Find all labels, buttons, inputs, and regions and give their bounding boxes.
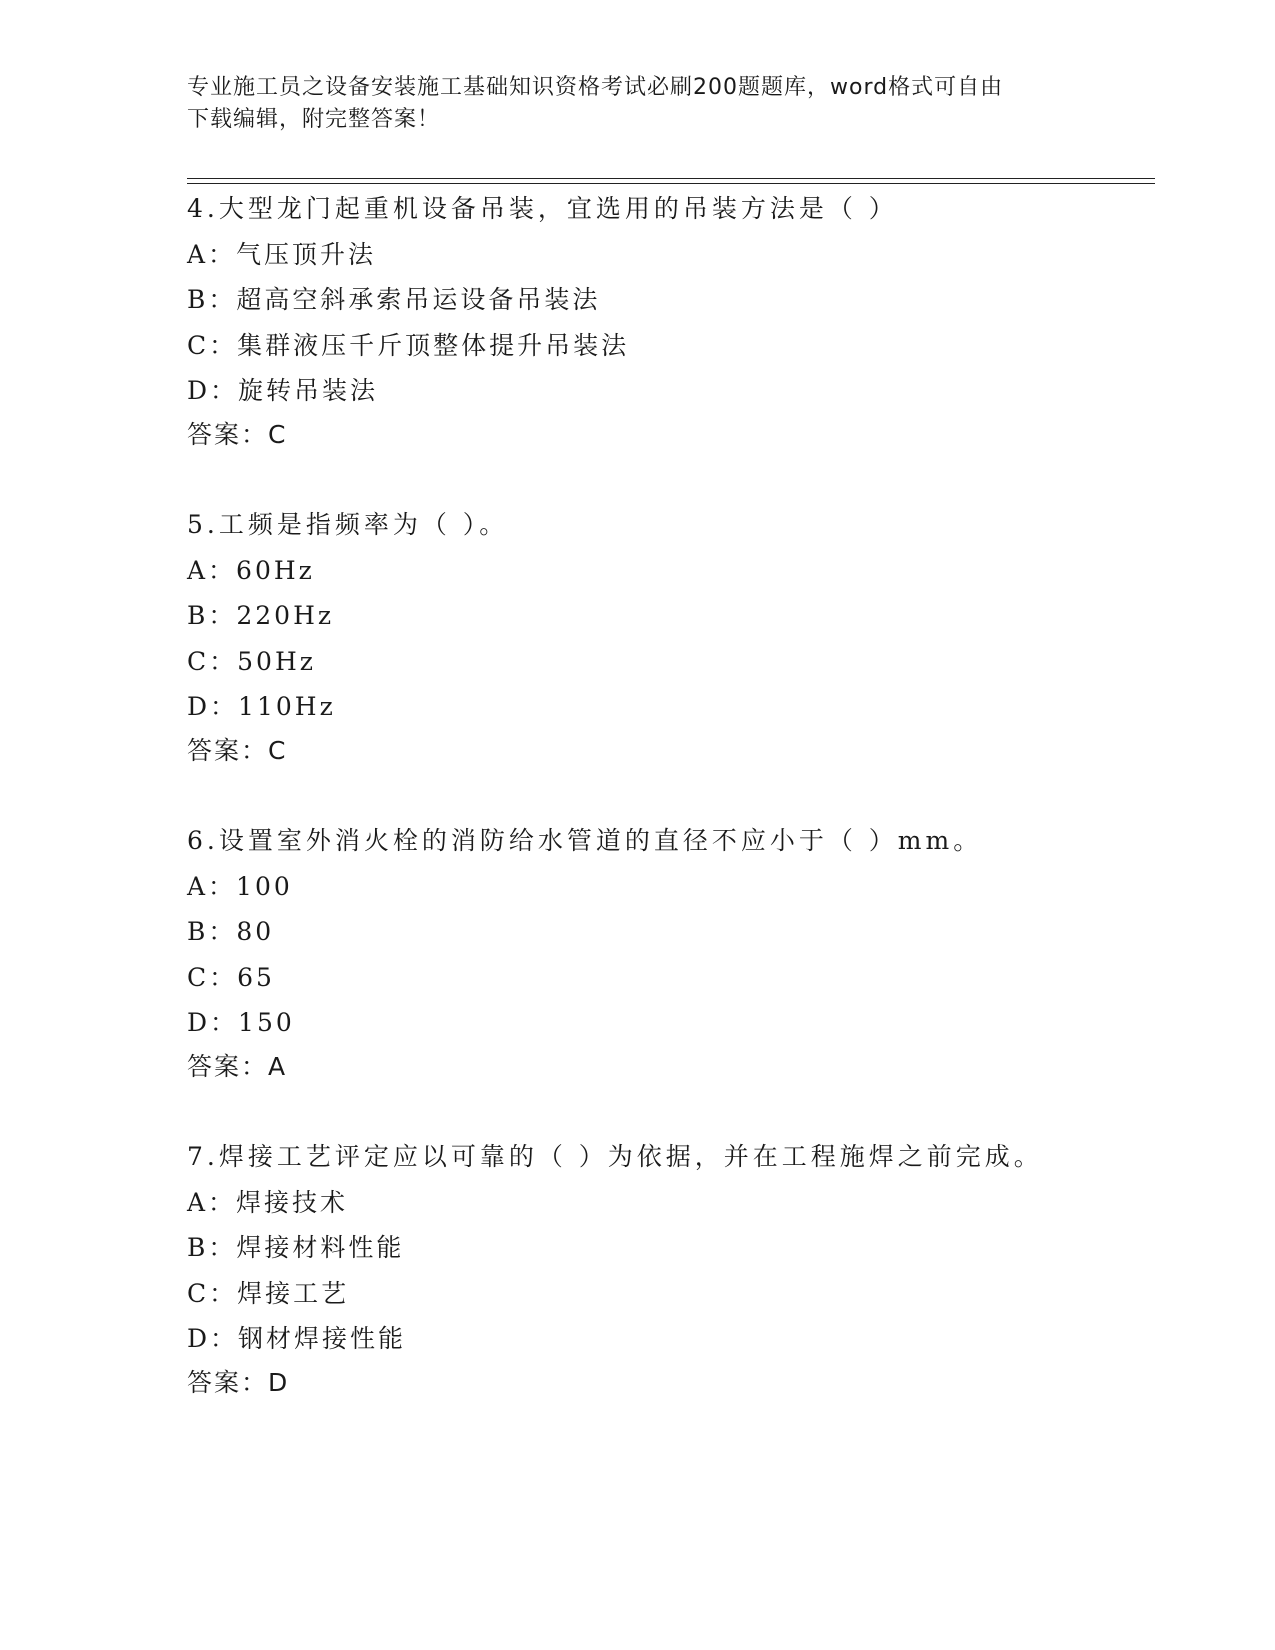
option-c: C：65 <box>187 962 275 992</box>
option-b: B：80 <box>187 917 275 946</box>
option-a: A：气压顶升法 <box>187 239 377 269</box>
option-c: C：焊接工艺 <box>187 1278 350 1308</box>
option-d: D：旋转吊装法 <box>187 376 379 405</box>
option-b: B：焊接材料性能 <box>187 1233 405 1262</box>
question-stem: 6.设置室外消火栓的消防给水管道的直径不应小于（ ）mm。 <box>187 826 983 855</box>
option-a: A：100 <box>187 871 293 901</box>
answer: 答案：D <box>187 1368 290 1397</box>
question-6 <box>187 826 1155 1082</box>
question-5 <box>187 510 1155 766</box>
option-d: D：150 <box>187 1008 295 1037</box>
question-stem: 7.焊接工艺评定应以可靠的（ ）为依据，并在工程施焊之前完成。 <box>187 1142 1043 1171</box>
document-header <box>187 72 1087 136</box>
question-7 <box>187 1142 1155 1398</box>
option-a: A：焊接技术 <box>187 1187 349 1217</box>
header-title-line-2: 下载编辑，附完整答案！ <box>187 107 441 132</box>
header-title-line-1: 专业施工员之设备安装施工基础知识资格考试必刷200题题库，word格式可自由 <box>187 75 1004 100</box>
option-c: C：50Hz <box>187 646 316 676</box>
answer: 答案：A <box>187 1052 288 1081</box>
answer: 答案：C <box>187 420 288 449</box>
option-b: B：超高空斜承索吊运设备吊装法 <box>187 285 601 314</box>
question-stem: 4.大型龙门起重机设备吊装，宜选用的吊装方法是（ ） <box>187 194 898 223</box>
question-4 <box>187 194 1155 450</box>
option-a: A：60Hz <box>187 555 315 585</box>
header-divider-bottom <box>187 183 1155 184</box>
option-b: B：220Hz <box>187 601 335 630</box>
option-d: D：钢材焊接性能 <box>187 1324 407 1353</box>
option-d: D：110Hz <box>187 692 336 721</box>
question-stem: 5.工频是指频率为（ ）。 <box>187 510 509 539</box>
header-divider-top <box>187 178 1155 179</box>
option-c: C：集群液压千斤顶整体提升吊装法 <box>187 330 630 360</box>
answer: 答案：C <box>187 736 288 765</box>
